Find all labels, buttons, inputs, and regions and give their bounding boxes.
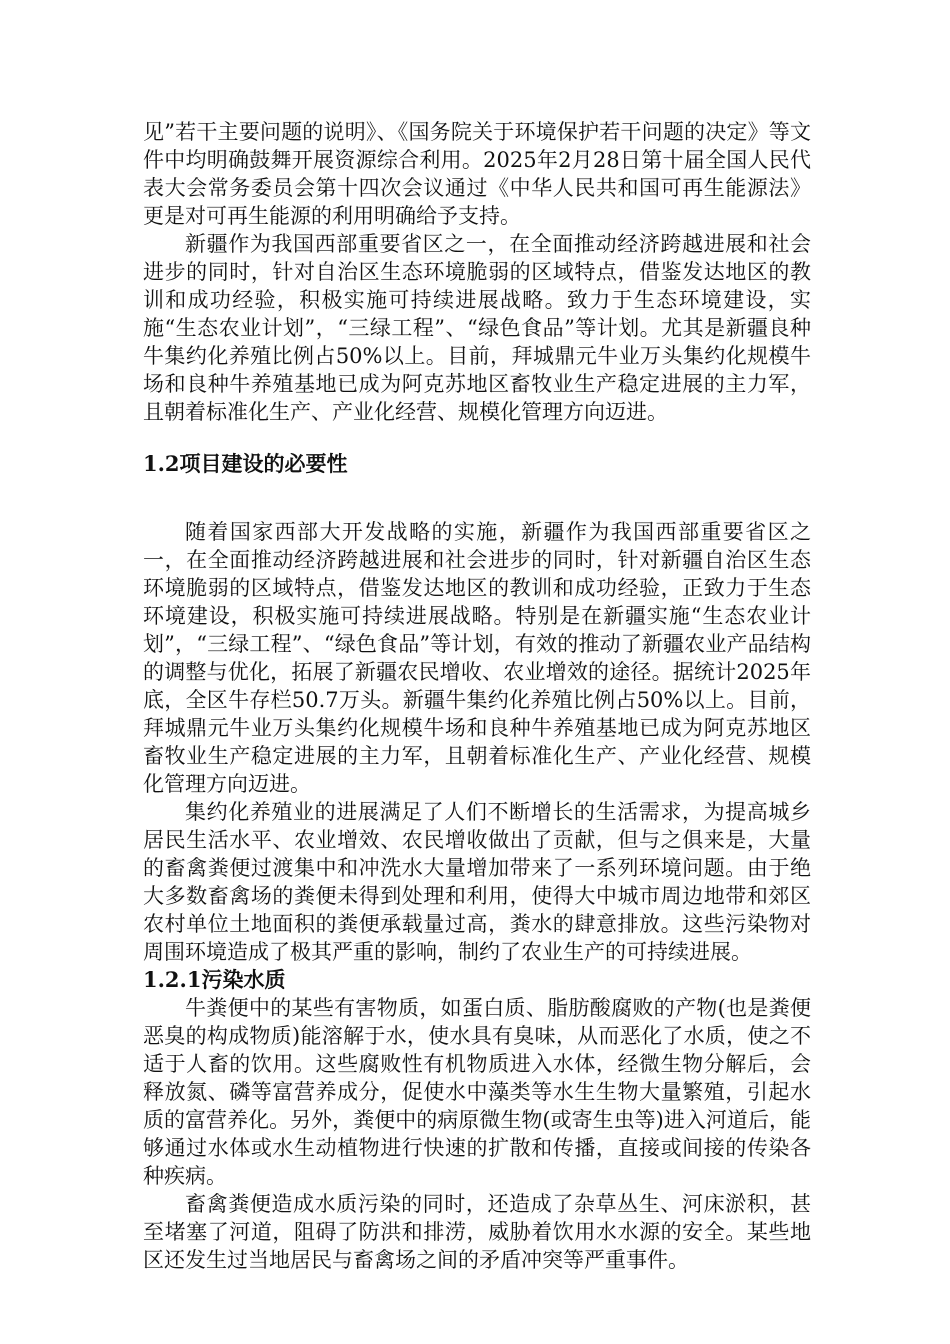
intro-paragraph-2: 新疆作为我国西部重要省区之一，在全面推动经济跨越进展和社会进步的同时，针对自治区生态环境脆弱的区域特点，借鉴发达地区的教训和成功经验，积极实施可持续进展战略。致力于生态环境建设，实施“生态农业计划”，“三绿工程”、“绿色食品”等计划。尤其是新疆良种牛集约化养殖比例占50%以上。目前，拜城鼎元牛业万头集约化规模牛场和良种牛养殖基地已成为阿克苏地区畜牧业生产稳定进展的主力军，且朝着标准化生产、产业化经营、规模化管理方向迈进。: [143, 232, 811, 424]
section-1-2-1-paragraph-1: 牛粪便中的某些有害物质，如蛋白质、脂肪酸腐败的产物(也是粪便恶臭的构成物质)能溶解于水，使水具有臭味，从而恶化了水质，使之不适于人畜的饮用。这些腐败性有机物质进入水体，经微生物分解后，会释放氮、磷等富营养成分，促使水中藻类等水生生物大量繁殖，引起水质的富营养化。另外，粪便中的病原微生物(或寄生虫等)进入河道后，能够通过水体或水生动植物进行快速的扩散和传播，直接或间接的传染各种疾病。: [143, 996, 811, 1188]
section-heading-1-2: 1.2项目建设的必要性: [143, 451, 348, 476]
intro-paragraph-1: 见”若干主要问题的说明》、《国务院关于环境保护若干问题的决定》等文件中均明确鼓舞开展资源综合利用。2025年2月28日第十届全国人民代表大会常务委员会第十四次会议通过《中华人民共和国可再生能源法》更是对可再生能源的利用明确给予支持。: [143, 120, 811, 228]
section-1-2-paragraph-1: 随着国家西部大开发战略的实施，新疆作为我国西部重要省区之一，在全面推动经济跨越进展和社会进步的同时，针对新疆自治区生态环境脆弱的区域特点，借鉴发达地区的教训和成功经验，正致力于生态环境建设，积极实施可持续进展战略。特别是在新疆实施“生态农业计划”，“三绿工程”、“绿色食品”等计划，有效的推动了新疆农业产品结构的调整与优化，拓展了新疆农民增收、农业增效的途径。据统计2025年底，全区牛存栏50.7万头。新疆牛集约化养殖比例占50%以上。目前，拜城鼎元牛业万头集约化规模牛场和良种牛养殖基地已成为阿克苏地区畜牧业生产稳定进展的主力军，且朝着标准化生产、产业化经营、规模化管理方向迈进。: [143, 520, 811, 796]
document-page: [143, 118, 811, 1274]
section-1-2-1-paragraph-2: 畜禽粪便造成水质污染的同时，还造成了杂草丛生、河床淤积，甚至堵塞了河道，阻碍了防洪和排涝，威胁着饮用水水源的安全。某些地区还发生过当地居民与畜禽场之间的矛盾冲突等严重事件。: [143, 1192, 811, 1272]
section-1-2-paragraph-2: 集约化养殖业的进展满足了人们不断增长的生活需求，为提高城乡居民生活水平、农业增效、农民增收做出了贡献，但与之俱来是，大量的畜禽粪便过渡集中和冲洗水大量增加带来了一系列环境问题。由于绝大多数畜禽场的粪便未得到处理和利用，使得大中城市周边地带和郊区农村单位土地面积的粪便承载量过高，粪水的肆意排放。这些污染物对周围环境造成了极其严重的影响，制约了农业生产的可持续进展。: [143, 800, 811, 964]
section-heading-1-2-1: 1.2.1污染水质: [143, 967, 286, 992]
